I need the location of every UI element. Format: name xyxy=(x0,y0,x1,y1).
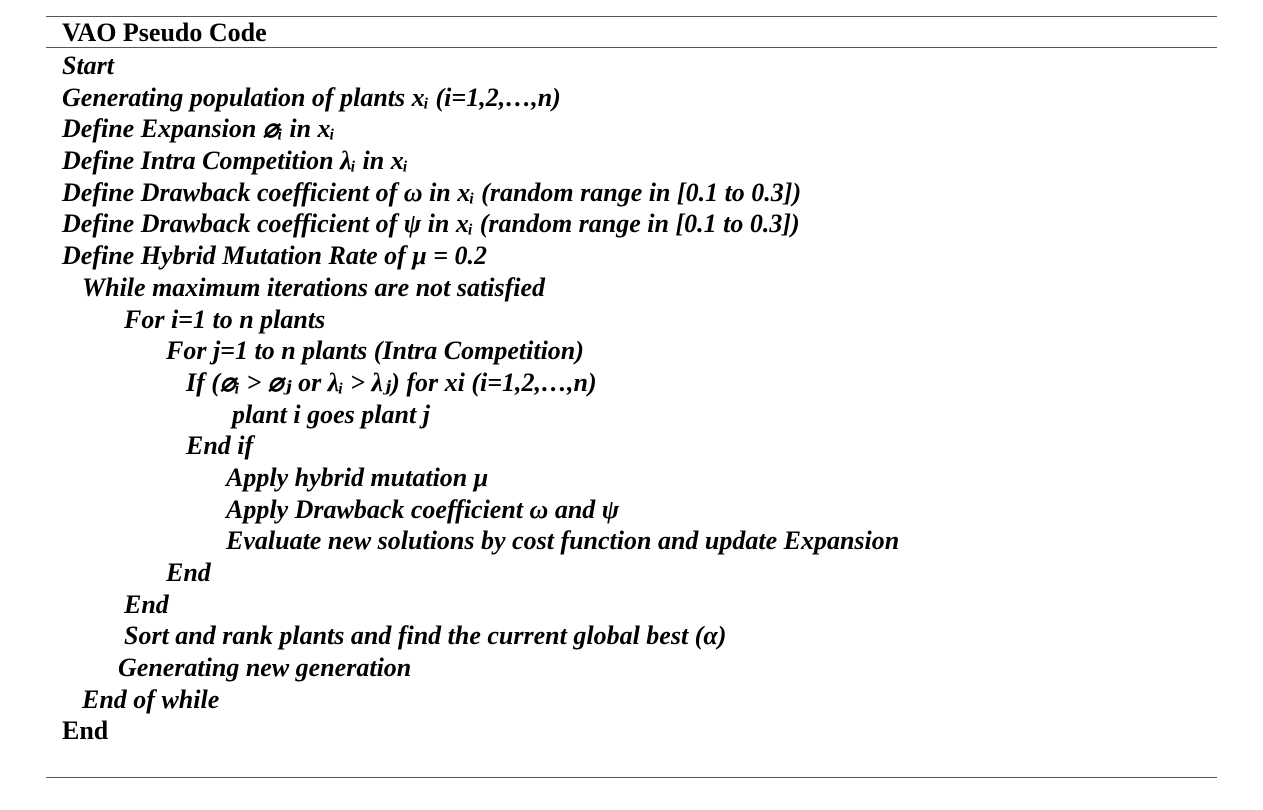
top-rule xyxy=(46,16,1217,17)
code-line-define-intra-competition: Define Intra Competition λᵢ in xᵢ xyxy=(62,146,409,176)
code-line-new-generation: Generating new generation xyxy=(118,653,412,683)
code-line-end-for-i: End xyxy=(124,589,169,619)
code-line-for-i: For i=1 to n plants xyxy=(124,304,326,334)
table-title: VAO Pseudo Code xyxy=(62,18,267,47)
pseudo-code-body xyxy=(62,50,899,747)
header-rule xyxy=(46,47,1217,48)
bottom-rule xyxy=(46,777,1217,778)
code-line-define-drawback-omega: Define Drawback coefficient of ω in xᵢ (random range in [0.1 to 0.3]) xyxy=(62,177,802,207)
code-line-plant-goes: plant i goes plant j xyxy=(232,399,430,429)
code-line-if: If (⌀ᵢ > ⌀ⱼ or λᵢ > λⱼ) for xi (i=1,2,…,n) xyxy=(186,367,597,397)
code-line-start: Start xyxy=(62,51,115,80)
code-line-sort-rank: Sort and rank plants and find the current global best (α) xyxy=(124,621,727,651)
code-line-define-drawback-psi: Define Drawback coefficient of ψ in xᵢ (random range in [0.1 to 0.3]) xyxy=(62,209,800,239)
code-line-define-mutation-rate: Define Hybrid Mutation Rate of μ = 0.2 xyxy=(62,241,488,271)
code-line-while: While maximum iterations are not satisfied xyxy=(82,272,545,302)
code-line-apply-mutation: Apply hybrid mutation μ xyxy=(226,462,489,492)
code-line-end-if: End if xyxy=(186,431,254,461)
code-line-for-j: For j=1 to n plants (Intra Competition) xyxy=(166,336,584,366)
code-line-apply-drawback: Apply Drawback coefficient ω and ψ xyxy=(226,494,620,524)
code-line-end-for-j: End xyxy=(166,558,211,587)
code-line-generate-population: Generating population of plants xᵢ (i=1,2,…,n) xyxy=(62,82,561,112)
code-line-end-while: End of while xyxy=(82,684,220,714)
code-line-evaluate: Evaluate new solutions by cost function and update Expansion xyxy=(226,526,900,556)
code-line-define-expansion: Define Expansion ⌀ᵢ in xᵢ xyxy=(62,114,335,144)
code-line-end: End xyxy=(62,716,109,746)
